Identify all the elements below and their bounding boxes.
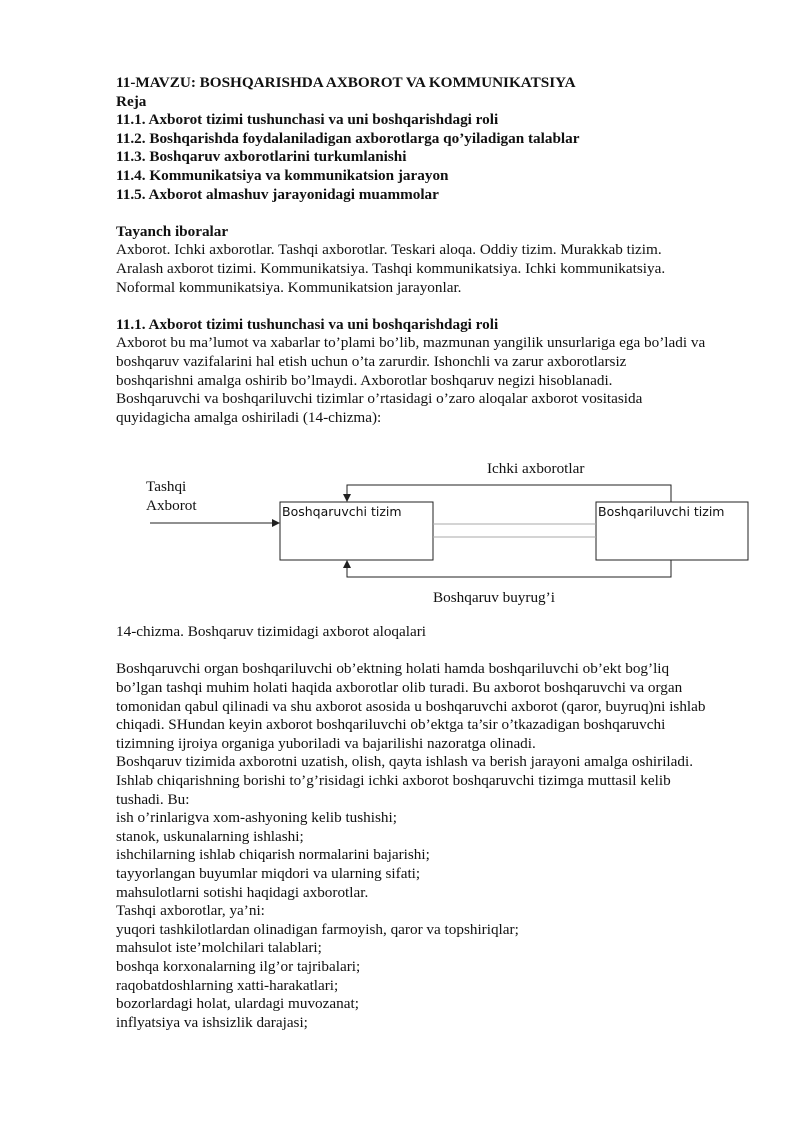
internal-info-arrow: [347, 485, 671, 502]
paragraph-line: boshqaruv vazifalarini hal etish uchun o’ta zarurdir. Ishonchli va zarur axborotlarsiz: [116, 352, 627, 370]
section-heading: 11.1. Axborot tizimi tushunchasi va uni boshqarishdagi roli: [116, 315, 499, 333]
list-item: stanok, uskunalarning ishlashi;: [116, 827, 304, 845]
paragraph-line: tomonidan qabul qilinadi va shu axborot asosida u boshqaruvchi axborot (qaror, buyruq)ni ishlab: [116, 697, 706, 715]
paragraph-line: Ishlab chiqarishning borishi to’g’risidagi ichki axborot boshqaruvchi tizimga muttasil kelib: [116, 772, 671, 790]
list-item: yuqori tashkilotlardan olinadigan farmoyish, qaror va topshiriqlar;: [116, 920, 519, 938]
list-item: bozorlardagi holat, ulardagi muvozanat;: [116, 995, 359, 1013]
paragraph-line: quyidagicha amalga oshiriladi (14-chizma):: [116, 408, 382, 426]
plan-item: 11.1. Axborot tizimi tushunchasi va uni boshqarishdagi roli: [116, 111, 499, 129]
diagram-graphics: [116, 427, 756, 613]
plan-item: 11.2. Boshqarishda foydalaniladigan axborotlarga qo’yiladigan talablar: [116, 129, 580, 147]
internal-info-label: Ichki axborotlar: [487, 460, 585, 478]
paragraph-line: boshqarishni amalga oshirib bo’lmaydi. Axborotlar boshqaruv negizi hisoblanadi.: [116, 371, 613, 389]
list-item: tayyorlangan buyumlar miqdori va ularning sifati;: [116, 865, 421, 882]
paragraph-line: tizimning ijroiya organiga yuboriladi va bajarilishi nazoratga olinadi.: [116, 734, 536, 752]
figure-caption: 14-chizma. Boshqaruv tizimidagi axborot aloqalari: [116, 623, 426, 641]
paragraph-line: tushadi. Bu:: [116, 790, 190, 808]
list-item: mahsulot iste’molchilari talablari;: [116, 939, 322, 957]
plan-label: Reja: [116, 92, 147, 110]
list-item: ish o’rinlarigva xom-ashyoning kelib tushishi;: [116, 809, 397, 827]
keywords-heading: Tayanch iboralar: [116, 222, 229, 240]
plan-item: 11.4. Kommunikatsiya va kommunikatsion jarayon: [116, 166, 449, 184]
controlling-system-label: Boshqaruvchi tizim: [282, 504, 402, 520]
external-info-label: Tashqi: [146, 478, 187, 496]
keywords-line: Axborot. Ichki axborotlar. Tashqi axborotlar. Teskari aloqa. Oddiy tizim. Murakkab tizim.: [116, 241, 662, 259]
command-arrow: [347, 560, 671, 577]
list-item: boshqa korxonalarning ilg’or tajribalari;: [116, 957, 361, 975]
document-page: [116, 74, 756, 1032]
information-flow-diagram: [116, 427, 756, 613]
list-item: raqobatdoshlarning xatti-harakatlari;: [116, 976, 339, 994]
paragraph-line: Axborot bu ma’lumot va xabarlar to’plami bo’lib, mazmunan yangilik unsurlariga ega bo’ladi va: [116, 334, 706, 352]
paragraph-line: Boshqaruvchi organ boshqariluvchi ob’ektning holati hamda boshqariluvchi ob’ekt bog’liq: [116, 660, 670, 678]
controlled-system-label: Boshqariluvchi tizim: [598, 504, 725, 520]
paragraph-line: chiqadi. SHundan keyin axborot boshqariluvchi ob’ektga ta’sir o’tkazadigan boshqaruvchi: [116, 716, 666, 734]
plan-item: 11.5. Axborot almashuv jarayonidagi muammolar: [116, 185, 439, 203]
document-title: 11-MAVZU: BOSHQARISHDA AXBOROT VA KOMMUNIKATSIYA: [116, 74, 576, 91]
list-item: inflyatsiya va ishsizlik darajasi;: [116, 1013, 308, 1031]
paragraph-line: Boshqaruv tizimida axborotni uzatish, olish, qayta ishlash va berish jarayoni amalga oshiriladi.: [116, 753, 693, 771]
list-item: mahsulotlarni sotishi haqidagi axborotlar.: [116, 883, 369, 901]
command-label: Boshqaruv buyrug’i: [433, 589, 555, 607]
list-item: ishchilarning ishlab chiqarish normalarini bajarishi;: [116, 846, 430, 864]
keywords-line: Noformal kommunikatsiya. Kommunikatsion jarayonlar.: [116, 278, 462, 296]
keywords-line: Aralash axborot tizimi. Kommunikatsiya. Tashqi kommunikatsiya. Ichki kommunikatsiya.: [116, 259, 666, 277]
external-info-label: Axborot: [146, 497, 197, 515]
plan-item: 11.3. Boshqaruv axborotlarini turkumlanishi: [116, 148, 407, 166]
paragraph-line: Boshqaruvchi va boshqariluvchi tizimlar o’rtasidagi o’zaro aloqalar axborot vositasida: [116, 390, 643, 408]
paragraph-line: bo’lgan tashqi muhim holati haqida axborotlar olib turadi. Bu axborot boshqaruvchi va organ: [116, 679, 683, 697]
paragraph-line: Tashqi axborotlar, ya’ni:: [116, 902, 265, 920]
